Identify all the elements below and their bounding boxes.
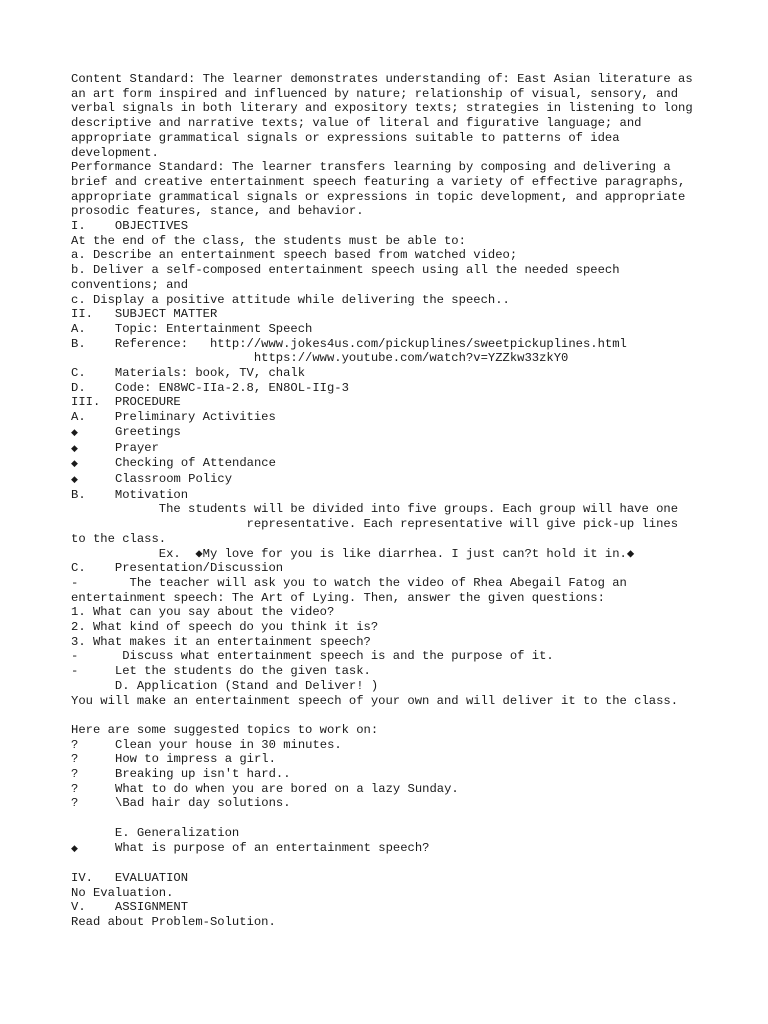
diamond-bullet-icon: ◆ — [71, 843, 78, 854]
list-item-label: Prayer — [115, 440, 159, 455]
presentation-text-2: entertainment speech: The Art of Lying. Then, answer the given questions: — [71, 590, 605, 605]
list-item-label: Clean your house in 30 minutes. — [115, 737, 342, 752]
list-item-label: Greetings — [115, 424, 181, 439]
list-item-label: \Bad hair day solutions. — [115, 796, 291, 811]
list-item — [71, 782, 711, 797]
application-heading: D. Application (Stand and Deliver! ) — [71, 678, 379, 693]
objective-c: c. Display a positive attitude while delivering the speech.. — [71, 292, 510, 307]
question-1: 1. What can you say about the video? — [71, 605, 335, 620]
list-item — [71, 456, 711, 472]
list-item-label: What is purpose of an entertainment speech? — [115, 840, 430, 855]
question-3: 3. What makes it an entertainment speech? — [71, 634, 371, 649]
list-item — [71, 767, 711, 782]
list-item — [71, 738, 711, 753]
spacer — [71, 708, 711, 723]
list-item-label: Checking of Attendance — [115, 456, 276, 471]
list-item — [71, 841, 711, 857]
diamond-bullet-icon: ◆ — [71, 459, 78, 470]
presentation-heading: C. Presentation/Discussion — [71, 561, 284, 576]
topics-intro: Here are some suggested topics to work on: — [71, 722, 379, 737]
diamond-bullet-icon: ◆ — [71, 443, 78, 454]
lesson-plan-text — [71, 72, 711, 930]
assignment-heading: V. ASSIGNMENT — [71, 900, 189, 915]
discussion-task-1: - Discuss what entertainment speech is and the purpose of it. — [71, 649, 554, 664]
objectives-intro: At the end of the class, the students must be able to: — [71, 233, 466, 248]
list-item-label: How to impress a girl. — [115, 752, 276, 767]
motivation-example: Ex. ◆My love for you is like diarrhea. I just can?t hold it in.◆ — [71, 546, 635, 561]
list-item — [71, 796, 711, 811]
performance-standard: Performance Standard: The learner transfers learning by composing and delivering a brief and creative entertainment speech featuring a variety of effective paragraphs, appropriate grammatical signals or expressions in topic development, and appropriate prosodic features, stance, and behavior. — [71, 160, 686, 219]
objective-b: b. Deliver a self-composed entertainment speech using all the needed speech conventions; and — [71, 263, 620, 292]
diamond-bullet-icon: ◆ — [71, 474, 78, 485]
procedure-heading: III. PROCEDURE — [71, 395, 181, 410]
list-item-label: Classroom Policy — [115, 471, 233, 486]
objective-a: a. Describe an entertainment speech based from watched video; — [71, 248, 518, 263]
question-bullet: ? — [71, 737, 79, 752]
question-2: 2. What kind of speech do you think it is? — [71, 620, 379, 635]
question-bullet: ? — [71, 781, 79, 796]
subject-matter-heading: II. SUBJECT MATTER — [71, 307, 218, 322]
list-item — [71, 425, 711, 441]
list-item-label: Breaking up isn't hard.. — [115, 767, 291, 782]
question-bullet: ? — [71, 796, 79, 811]
motivation-text-2: representative. Each representative will give pick-up lines — [71, 517, 679, 532]
assignment-text: Read about Problem-Solution. — [71, 915, 276, 930]
application-text: You will make an entertainment speech of your own and will deliver it to the class. — [71, 693, 679, 708]
question-bullet: ? — [71, 767, 79, 782]
list-item — [71, 752, 711, 767]
motivation-text-1: The students will be divided into five groups. Each group will have one — [71, 502, 679, 517]
reference-line-2: https://www.youtube.com/watch?v=YZZkw33zkY0 — [71, 351, 569, 366]
discussion-task-2: - Let the students do the given task. — [71, 664, 371, 679]
motivation-heading: B. Motivation — [71, 487, 189, 502]
materials-line: C. Materials: book, TV, chalk — [71, 366, 306, 381]
evaluation-text: No Evaluation. — [71, 885, 174, 900]
reference-line-1: B. Reference: http://www.jokes4us.com/pickuplines/sweetpickuplines.html — [71, 336, 627, 351]
presentation-text-1: - The teacher will ask you to watch the video of Rhea Abegail Fatog an — [71, 575, 627, 590]
evaluation-heading: IV. EVALUATION — [71, 870, 189, 885]
list-item-label: What to do when you are bored on a lazy Sunday. — [115, 781, 459, 796]
question-bullet: ? — [71, 752, 79, 767]
spacer — [71, 856, 711, 871]
list-item — [71, 441, 711, 457]
topic-line: A. Topic: Entertainment Speech — [71, 321, 313, 336]
preliminary-activities: A. Preliminary Activities — [71, 410, 276, 425]
motivation-text-3: to the class. — [71, 531, 167, 546]
diamond-bullet-icon: ◆ — [71, 427, 78, 438]
generalization-heading: E. Generalization — [71, 825, 240, 840]
objectives-heading: I. OBJECTIVES — [71, 219, 189, 234]
content-standard: Content Standard: The learner demonstrates understanding of: East Asian literature as an art form inspired and influenced by nature; relationship of visual, sensory, and verbal signals in both literary and expository texts; strategies in listening to long descriptive and narrative texts; value of literal and figurative language; and appropriate grammatical signals or expressions suitable to patterns of idea development. — [71, 72, 693, 160]
list-item — [71, 472, 711, 488]
code-line: D. Code: EN8WC-IIa-2.8, EN8OL-IIg-3 — [71, 380, 349, 395]
spacer — [71, 811, 711, 826]
